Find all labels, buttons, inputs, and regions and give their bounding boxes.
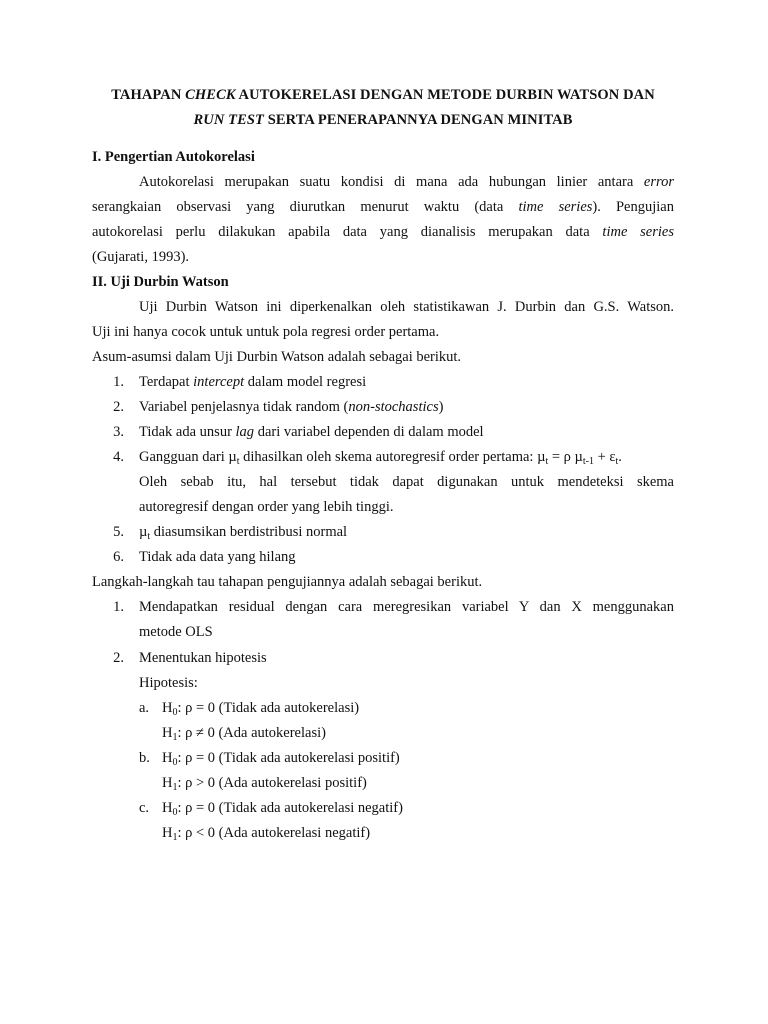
hypothesis-h0: $H_0$: ρ = 0 (Tidak ada autokerelasi negatif) bbox=[162, 800, 403, 818]
list-item-continuation: Oleh sebab itu, hal tersebut tidak dapat digunakan untuk mendeteksi skema bbox=[139, 474, 674, 490]
list-number: 5. bbox=[113, 524, 124, 540]
sublist-letter: b. bbox=[139, 750, 150, 766]
list-item: Menentukan hipotesis bbox=[139, 650, 267, 666]
paragraph-line: Asum-asumsi dalam Uji Durbin Watson adalah sebagai berikut. bbox=[92, 349, 462, 365]
autoregressive-equation: µ$_t$ = ρ $\mu_{t-1} + \varepsilon_t$. bbox=[537, 449, 622, 467]
paragraph-line: Langkah-langkah tau tahapan pengujiannya adalah sebagai berikut. bbox=[92, 574, 483, 590]
list-item: Tidak ada data yang hilang bbox=[139, 549, 296, 565]
list-number: 4. bbox=[113, 449, 124, 465]
sublist-letter: a. bbox=[139, 700, 150, 716]
paragraph-line: serangkaian observasi yang diurutkan menurut waktu (data time series). Pengujian bbox=[92, 199, 674, 215]
list-item: Variabel penjelasnya tidak random (non-stochastics) bbox=[139, 399, 444, 415]
section-heading-2: II. Uji Durbin Watson bbox=[92, 274, 229, 290]
list-number: 1. bbox=[113, 599, 124, 615]
list-item: Gangguan dari µ$_t$ dihasilkan oleh skema autoregresif order pertama: µ$_t$ = ρ $\mu_{t-1} + \varepsilon_t$. bbox=[139, 449, 622, 467]
hypothesis-h1: $H_1$: ρ < 0 (Ada autokerelasi negatif) bbox=[162, 825, 371, 843]
hypothesis-label: Hipotesis: bbox=[139, 675, 198, 691]
list-item: Terdapat intercept dalam model regresi bbox=[139, 374, 367, 390]
paragraph-line: (Gujarati, 1993). bbox=[92, 249, 190, 265]
list-number: 3. bbox=[113, 424, 124, 440]
list-number: 1. bbox=[113, 374, 124, 390]
hypothesis-h1: $H_1$: ρ ≠ 0 (Ada autokerelasi) bbox=[162, 725, 326, 743]
paragraph-line: Uji Durbin Watson ini diperkenalkan oleh statistikawan J. Durbin dan G.S. Watson. bbox=[139, 299, 674, 315]
list-item: Tidak ada unsur lag dari variabel dependen di dalam model bbox=[139, 424, 484, 440]
sublist-letter: c. bbox=[139, 800, 150, 816]
list-item-continuation: metode OLS bbox=[139, 624, 213, 640]
hypothesis-h0: $H_0$: ρ = 0 (Tidak ada autokerelasi) bbox=[162, 700, 360, 718]
document-title-line-2: RUN TEST SERTA PENERAPANNYA DENGAN MINITAB bbox=[193, 112, 573, 128]
list-item: Mendapatkan residual dengan cara meregresikan variabel Y dan X menggunakan bbox=[139, 599, 674, 615]
list-number: 6. bbox=[113, 549, 124, 565]
section-heading-1: I. Pengertian Autokorelasi bbox=[92, 149, 255, 165]
hypothesis-h0: $H_0$: ρ = 0 (Tidak ada autokerelasi positif) bbox=[162, 750, 400, 768]
list-number: 2. bbox=[113, 399, 124, 415]
document-title-line-1: TAHAPAN CHECK AUTOKERELASI DENGAN METODE DURBIN WATSON DAN bbox=[111, 87, 655, 103]
paragraph-line: Autokorelasi merupakan suatu kondisi di mana ada hubungan linier antara error bbox=[139, 174, 674, 190]
list-item: µ$_t$ diasumsikan berdistribusi normal bbox=[139, 524, 348, 542]
list-item-continuation: autoregresif dengan order yang lebih tinggi. bbox=[139, 499, 394, 515]
hypothesis-h1: $H_1$: ρ > 0 (Ada autokerelasi positif) bbox=[162, 775, 367, 793]
list-number: 2. bbox=[113, 650, 124, 666]
paragraph-line: Uji ini hanya cocok untuk untuk pola regresi order pertama. bbox=[92, 324, 440, 340]
paragraph-line: autokorelasi perlu dilakukan apabila data yang dianalisis merupakan data time series bbox=[92, 224, 674, 240]
